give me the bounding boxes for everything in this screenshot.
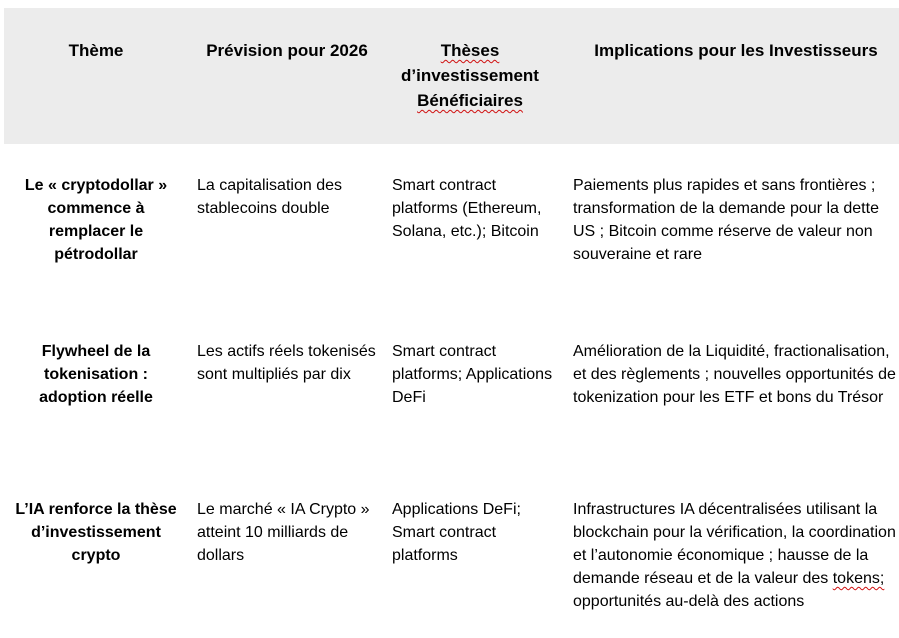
header-theme: Thème bbox=[68, 41, 124, 60]
row-theme: Le « cryptodollar » commence à remplacer le pétrodollar bbox=[24, 177, 168, 263]
header-theses bbox=[382, 38, 558, 113]
table-row bbox=[4, 498, 899, 638]
row-theses: Smart contract platforms (Ethereum, Solana, etc.); Bitcoin bbox=[392, 177, 542, 240]
row-implications-part2: opportunités au-delà des actions bbox=[573, 593, 805, 610]
header-implications: Implications pour les Investisseurs bbox=[594, 41, 878, 60]
row-theses: Smart contract platforms; Applications DeFi bbox=[392, 343, 553, 406]
header-forecast: Prévision pour 2026 bbox=[206, 41, 368, 60]
row-theme: Flywheel de la tokenisation : adoption réelle bbox=[39, 343, 153, 406]
header-theses-line2: d’investissement bbox=[401, 66, 539, 85]
row-implications: Amélioration de la Liquidité, fractionalisation, et des règlements ; nouvelles opportunités de tokenization pour les ETF et bons du Trésor bbox=[573, 343, 896, 406]
row-forecast: Le marché « IA Crypto » atteint 10 milliards de dollars bbox=[197, 501, 370, 564]
investment-themes-table bbox=[4, 8, 899, 638]
row-implications-flagged-word: tokens; bbox=[832, 570, 885, 587]
row-implications-part1: Infrastructures IA décentralisées utilisant la blockchain pour la vérification, la coordination et l’autonomie économique ; hausse de la demande réseau et de la valeur des bbox=[573, 501, 896, 587]
table-header bbox=[4, 8, 899, 144]
header-theses-line3: Bénéficiaires bbox=[417, 91, 523, 110]
table-row bbox=[4, 174, 899, 340]
header-theses-line1: Thèses bbox=[440, 41, 500, 60]
row-forecast: Les actifs réels tokenisés sont multipliés par dix bbox=[197, 343, 376, 383]
row-implications: Paiements plus rapides et sans frontières ; transformation de la demande pour la dette US ; Bitcoin comme réserve de valeur non souveraine et rare bbox=[573, 177, 879, 263]
table-row bbox=[4, 340, 899, 498]
row-forecast: La capitalisation des stablecoins double bbox=[197, 177, 342, 217]
row-theses: Applications DeFi; Smart contract platforms bbox=[392, 501, 521, 564]
row-theme: L’IA renforce la thèse d’investissement crypto bbox=[15, 501, 177, 564]
row-implications bbox=[573, 498, 899, 613]
